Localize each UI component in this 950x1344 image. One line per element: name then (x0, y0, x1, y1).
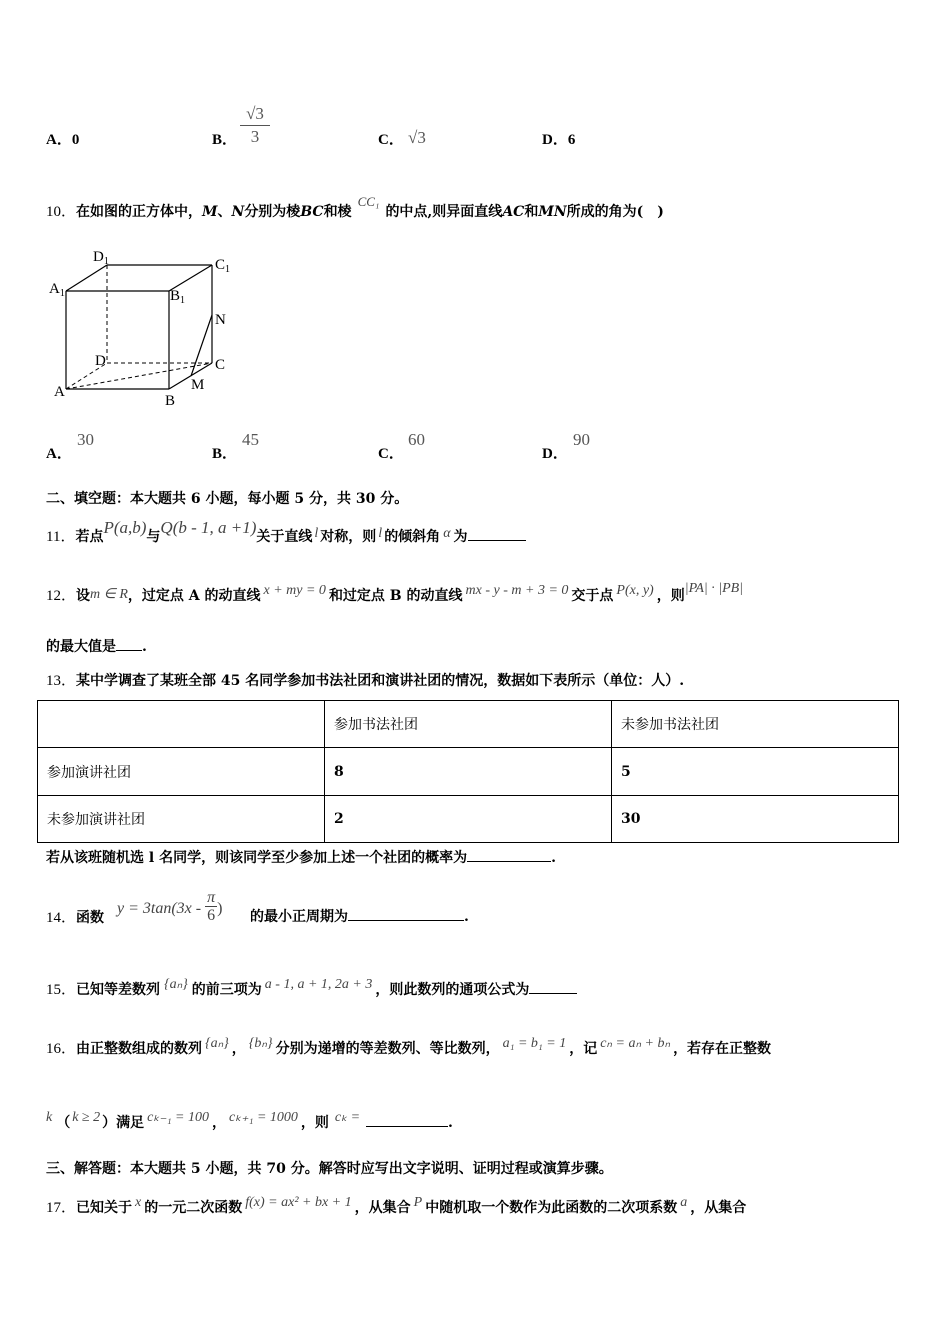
q-text: （ (56, 1115, 71, 1131)
q-text: 某中学调查了某班全部 45 名同学参加书法社团和演讲社团的情况，数据如下表所示（单位：人）. (76, 673, 685, 689)
q-text: ， (212, 1115, 227, 1131)
option-label: A． (46, 132, 72, 148)
q14-function (117, 889, 223, 927)
question-number: 16． (46, 1041, 77, 1057)
math-function: f(x) = ax² + bx + 1 (245, 1195, 352, 1210)
question-13 (46, 669, 684, 690)
var-mn: MN (538, 204, 567, 220)
q10-option-a-label: A． (46, 446, 72, 462)
var-x: x (135, 1195, 142, 1210)
q-text: . (142, 639, 147, 655)
fraction-pi-6 (205, 890, 217, 925)
q-text: 关于直线 (256, 529, 313, 545)
q-text: 分别为递增的等差数列、等比数列， (275, 1041, 500, 1057)
question-16 (46, 1037, 771, 1058)
label-a: A (54, 384, 65, 400)
option-value: 6 (567, 132, 576, 148)
function-left: y = 3tan(3x - (117, 900, 206, 918)
q9-option-b-label: B． (212, 132, 238, 148)
q-text: . (464, 909, 469, 925)
q-text: ，从集合 (690, 1200, 747, 1216)
var-a: a (680, 1195, 688, 1210)
fraction-numerator: π (207, 889, 216, 906)
var-l: l (378, 526, 383, 541)
question-17 (46, 1196, 746, 1217)
q10-option-c-value: 60 (408, 430, 425, 449)
math-sequence-a: {aₙ} (205, 1036, 229, 1051)
table-row (38, 748, 899, 796)
table-cell: 8 (325, 748, 612, 796)
math-cn: cₙ = aₙ + bₙ (600, 1036, 671, 1051)
question-13-cont (46, 847, 556, 867)
club-table (37, 700, 899, 843)
question-number: 15． (46, 982, 77, 998)
fraction-denominator: 6 (207, 907, 216, 924)
q-text: 的一元二次函数 (144, 1200, 243, 1216)
q-text: ，从集合 (354, 1200, 411, 1216)
q9-option-a (46, 128, 79, 149)
math-terms: a - 1, a + 1, 2a + 3 (264, 977, 373, 992)
q-text: 的最小正周期为 (250, 909, 348, 925)
q10-option-d-label: D． (542, 446, 568, 462)
table-cell: 参加演讲社团 (38, 748, 325, 796)
math-line-2: mx - y - m + 3 = 0 (465, 583, 569, 598)
q-text: . (551, 850, 556, 866)
answer-blank[interactable] (366, 1112, 448, 1127)
label-c1: $C_1$ (215, 257, 231, 275)
q9-option-b-fraction (240, 103, 270, 148)
label-d1: $D_1$ (93, 249, 109, 267)
q-text: 和棱 (323, 204, 352, 220)
q-text: 为 (453, 529, 468, 545)
q-text: ）满足 (102, 1115, 145, 1131)
segment-mn (191, 315, 212, 376)
q-text: ， (231, 1041, 246, 1057)
question-number: 11． (46, 529, 76, 545)
var-k: k (46, 1110, 53, 1125)
q-text: 若点 (75, 529, 104, 545)
q-text: ，则 (300, 1115, 329, 1131)
edge-a1d1 (66, 265, 107, 291)
answer-blank[interactable] (348, 906, 464, 921)
math-line-1: x + my = 0 (263, 583, 326, 598)
q9-option-c-value: √3 (408, 128, 426, 147)
math-point-p: P(x, y) (616, 583, 654, 598)
question-number: 12． (46, 588, 77, 604)
answer-blank[interactable] (467, 847, 551, 862)
q-text: 分别为棱 (244, 204, 301, 220)
question-14 (46, 906, 104, 927)
function-right: ) (217, 900, 223, 918)
label-c: C (215, 357, 226, 373)
q-text: 、 (217, 204, 232, 220)
q-text: ，则 (656, 588, 685, 604)
question-14-cont (250, 906, 469, 926)
q-text: 若从该班随机选 l 名同学，则该同学至少参加上述一个社团的概率为 (46, 850, 468, 866)
answer-blank[interactable] (529, 979, 577, 994)
section-3-heading: 三、解答题：本大题共 5 小题，共 70 分。解答时应写出文字说明、证明过程或演算步骤。 (46, 1161, 613, 1177)
label-a1: $A_1$ (49, 281, 65, 299)
q-text: 设 (76, 588, 91, 604)
var-bc: BC (300, 204, 324, 220)
var-ac: AC (502, 204, 525, 220)
q-text: 的中点,则异面直线 (385, 204, 503, 220)
option-label: D． (542, 132, 568, 148)
table-cell: 5 (612, 748, 899, 796)
var-l: l (314, 526, 319, 541)
question-number: 14． (46, 910, 77, 926)
label-m: M (191, 377, 205, 393)
q-text: ，则此数列的通项公式为 (375, 982, 530, 998)
question-12-cont (46, 636, 147, 656)
question-16-cont (46, 1112, 453, 1132)
q-text: 已知等差数列 (76, 982, 161, 998)
math-sequence-b: {bₙ} (248, 1036, 273, 1051)
q9-option-c-label: C． (378, 132, 404, 148)
answer-blank[interactable] (116, 636, 142, 651)
question-12 (46, 581, 744, 605)
point-p: P(a,b) (103, 518, 147, 537)
table-header-cell: 未参加书法社团 (612, 701, 899, 748)
var-cc1: CC₁ (357, 194, 380, 209)
q-text: ，记 (569, 1041, 598, 1057)
point-q: Q(b - 1, a +1) (160, 518, 257, 537)
question-number: 13． (46, 673, 77, 689)
q9-option-d (542, 128, 575, 149)
math-ck: cₖ = (334, 1110, 361, 1125)
label-b1: $B_1$ (170, 288, 186, 306)
option-value: 0 (71, 132, 80, 148)
q-text: 与 (146, 529, 161, 545)
table-cell: 未参加演讲社团 (38, 796, 325, 843)
q-text: 的倾斜角 (384, 529, 441, 545)
q-text: 所成的角为( ) (566, 204, 664, 220)
cube-figure (45, 243, 245, 408)
var-m: M (202, 204, 218, 220)
question-number: 10． (46, 204, 77, 220)
q-text: 已知关于 (76, 1200, 133, 1216)
math-ck-plus-1: cₖ₊₁ = 1000 (229, 1110, 298, 1125)
table-header-row (38, 701, 899, 748)
var-p: P (413, 1195, 423, 1210)
q-text: 对称，则 (320, 529, 377, 545)
section-2-heading: 二、填空题：本大题共 6 小题，每小题 5 分，共 30 分。 (46, 491, 409, 507)
q10-option-b-value: 45 (242, 430, 259, 449)
q-text: 和过定点 B 的动直线 (328, 588, 463, 604)
q-text: 的前三项为 (191, 982, 262, 998)
q10-option-c-label: C． (378, 446, 404, 462)
label-n: N (215, 312, 226, 328)
var-n: N (231, 204, 245, 220)
math-sequence: {aₙ} (164, 977, 188, 992)
q-text: 的最大值是 (46, 639, 116, 655)
q-text: 交于点 (571, 588, 614, 604)
table-header-cell: 参加书法社团 (325, 701, 612, 748)
q-text: ，过定点 A 的动直线 (127, 588, 261, 604)
answer-blank[interactable] (468, 526, 526, 541)
q-text: 由正整数组成的数列 (76, 1041, 203, 1057)
math-expression: |PA| · |PB| (684, 581, 744, 596)
table-header-cell (38, 701, 325, 748)
q10-option-b-label: B． (212, 446, 238, 462)
label-d: D (95, 353, 106, 369)
question-10 (46, 194, 664, 221)
q-text: 在如图的正方体中， (76, 204, 203, 220)
table-cell: 2 (325, 796, 612, 843)
math-ck-minus-1: cₖ₋₁ = 100 (147, 1110, 210, 1125)
question-number: 17． (46, 1200, 77, 1216)
fraction-numerator: √3 (240, 103, 270, 126)
q-text: ，若存在正整数 (673, 1041, 772, 1057)
table-cell: 30 (612, 796, 899, 843)
q-text: . (448, 1115, 453, 1131)
fraction-denominator: 3 (250, 127, 260, 146)
q-text: 函数 (76, 910, 105, 926)
math-m-in-r: m ∈ R (90, 587, 128, 602)
q-text: 和 (524, 204, 539, 220)
question-15 (46, 978, 577, 999)
q10-option-d-value: 90 (573, 430, 590, 449)
question-11 (46, 518, 526, 546)
label-b: B (165, 393, 176, 408)
q-text: 中随机取一个数作为此函数的二次项系数 (425, 1200, 678, 1216)
table-row (38, 796, 899, 843)
math-condition: k ≥ 2 (72, 1110, 101, 1125)
q10-option-a-value: 30 (77, 430, 94, 449)
math-initial: a₁ = b₁ = 1 (502, 1036, 567, 1051)
var-alpha: α (443, 526, 451, 541)
